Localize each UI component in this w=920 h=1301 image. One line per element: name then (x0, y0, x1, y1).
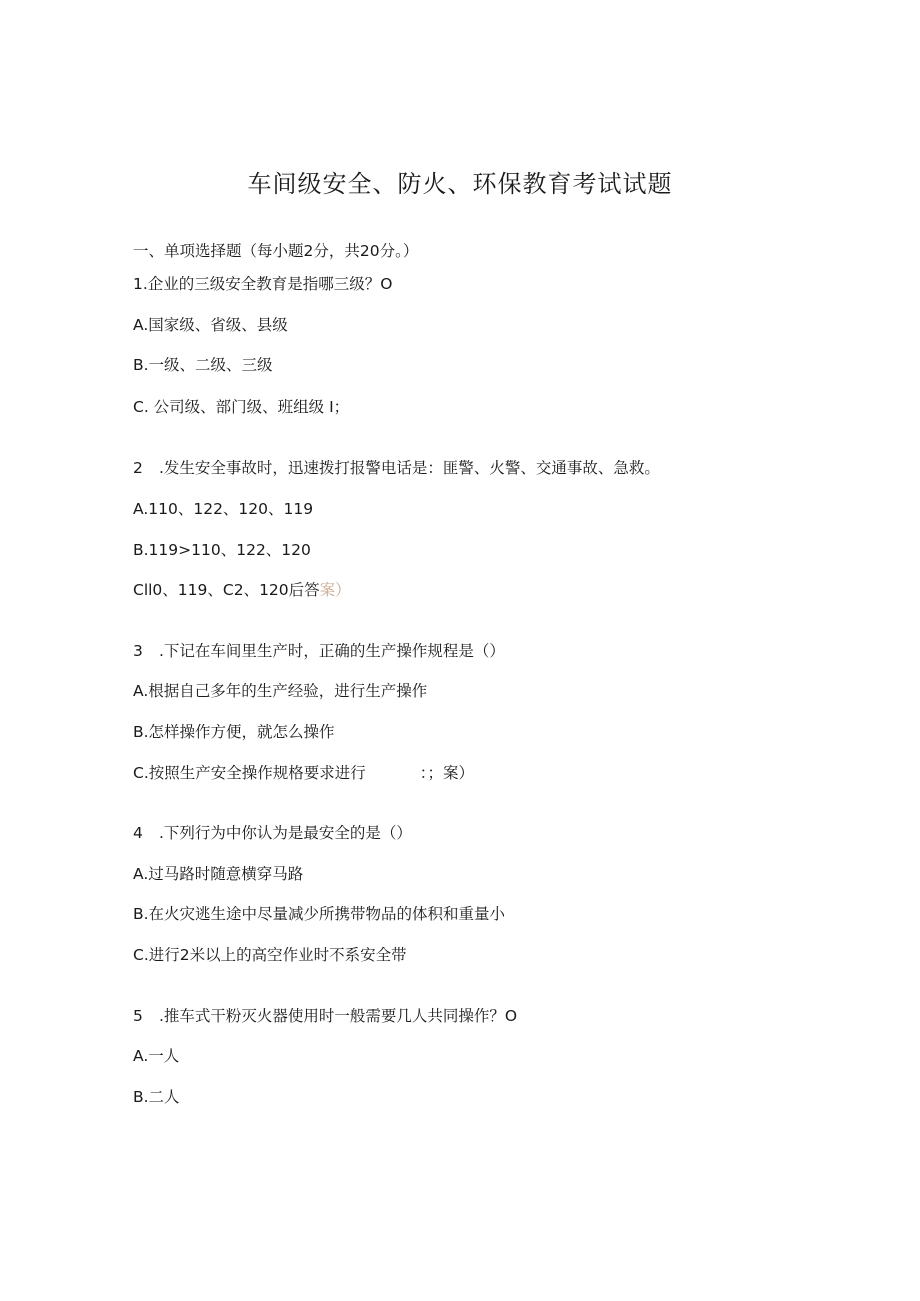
question-4-option-b: B.在火灾逃生途中尽量减少所携带物品的体积和重量小 (133, 905, 506, 923)
faded-answer-text: 案） (319, 581, 351, 599)
question-3-stem (133, 641, 505, 661)
question-number: 1 (133, 275, 143, 293)
question-5-option-a: A.一人 (133, 1047, 180, 1065)
question-2-option-a: A.110、122、120、119 (133, 500, 314, 518)
question-1-stem (133, 274, 393, 294)
option-text: C.按照生产安全操作规格要求进行 (133, 764, 366, 782)
question-text: .推车式干粉灭火器使用时一般需要几人共同操作？O (159, 1007, 518, 1025)
option-tail-text: ：；案） (419, 764, 475, 782)
question-5-stem (133, 1006, 517, 1026)
question-text: .企业的三级安全教育是指哪三级？O (142, 275, 393, 293)
question-1-option-a: A.国家级、省级、县级 (133, 316, 288, 334)
question-3-option-c (133, 763, 474, 783)
option-text: Cll0、119、C2、120后答 (133, 581, 320, 599)
question-4-stem (133, 823, 412, 843)
question-4-option-c: C.进行2米以上的高空作业时不系安全带 (133, 946, 407, 964)
question-1-option-c: C. 公司级、部门级、班组级 I； (133, 398, 350, 416)
question-2-option-b: B.119>110、122、120 (133, 541, 311, 559)
question-3-option-b: B.怎样操作方便，就怎么操作 (133, 723, 335, 741)
question-text: .下列行为中你认为是最安全的是（） (159, 824, 412, 842)
question-number: 2 (133, 459, 143, 477)
question-4-option-a: A.过马路时随意横穿马路 (133, 865, 304, 883)
question-1-option-b: B.一级、二级、三级 (133, 356, 273, 374)
question-number: 3 (133, 642, 143, 660)
question-5-option-b: B.二人 (133, 1088, 180, 1106)
question-3-option-a: A.根据自己多年的生产经验，进行生产操作 (133, 682, 428, 700)
exam-title: 车间级安全、防火、环保教育考试试题 (247, 170, 673, 198)
question-2-stem (133, 458, 660, 478)
question-text: .发生安全事故时，迅速拨打报警电话是：匪警、火警、交通事故、急救。 (159, 459, 660, 477)
question-number: 4 (133, 824, 143, 842)
question-number: 5 (133, 1007, 143, 1025)
question-text: .下记在车间里生产时，正确的生产操作规程是（） (159, 642, 505, 660)
question-2-option-c (133, 580, 351, 600)
section-heading: 一、单项选择题（每小题2分，共20分。） (133, 242, 419, 260)
